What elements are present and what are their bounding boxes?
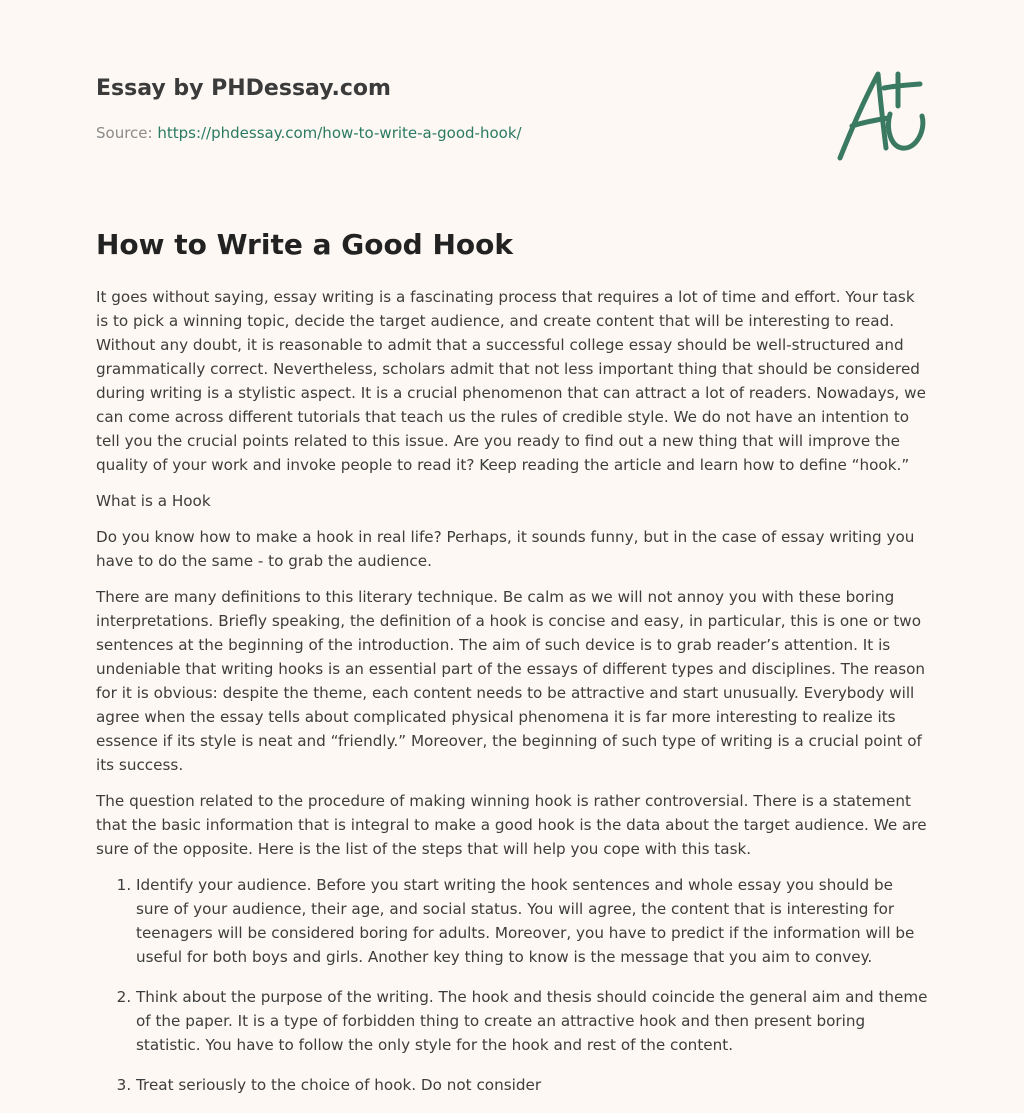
brand-title: Essay by PHDessay.com: [96, 76, 391, 101]
source-line: [96, 124, 522, 142]
body-paragraph: The question related to the procedure of making winning hook is rather controversial. There is a statement that the basic information that is integral to make a good hook is the data about the target audience. We are sure of the opposite. Here is the list of the steps that will help you cope with this task.: [96, 792, 927, 858]
article-body: [96, 285, 928, 1113]
steps-list: [96, 873, 928, 1097]
source-link[interactable]: https://phdessay.com/how-to-write-a-good-hook/: [157, 124, 522, 142]
body-paragraph: Do you know how to make a hook in real life? Perhaps, it sounds funny, but in the case of essay writing you have to do the same - to grab the audience.: [96, 528, 915, 570]
list-item: 1. Identify your audience. Before you start writing the hook sentences and whole essay you should be sure of your audience, their age, and social status. You will agree, the content that is interesting for teenagers will be considered boring for adults. Moreover, you have to predict if the information will be useful for both boys and girls. Another key thing to know is the message that you aim to convey.: [136, 873, 928, 969]
list-item: 2. Think about the purpose of the writing. The hook and thesis should coincide the general aim and theme of the paper. It is a type of forbidden thing to create an attractive hook and then present boring statistic. You have to follow the only style for the hook and rest of the content.: [136, 985, 928, 1057]
header: [96, 0, 928, 200]
intro-paragraph: It goes without saying, essay writing is a fascinating process that requires a lot of time and effort. Your task is to pick a winning topic, decide the target audience, and create content that will be interesting to read. Without any doubt, it is reasonable to admit that a successful college essay should be well-structured and grammatically correct. Nevertheless, scholars admit that not less important thing that should be considered during writing is a stylistic aspect. It is a crucial phenomenon that can attract a lot of readers. Nowadays, we can come across different tutorials that teach us the rules of credible style. We do not have an intention to tell you the crucial points related to this issue. Are you ready to find out a new thing that will improve the quality of your work and invoke people to read it? Keep reading the article and learn how to define “hook.”: [96, 288, 926, 474]
source-label: Source:: [96, 124, 158, 142]
section-heading: What is a Hook: [96, 492, 211, 510]
article-title: How to Write a Good Hook: [96, 228, 513, 261]
a-plus-logo-icon: [830, 66, 930, 166]
list-item: 3. Treat seriously to the choice of hook. Do not consider: [136, 1073, 928, 1097]
body-paragraph: There are many definitions to this literary technique. Be calm as we will not annoy you with these boring interpretations. Briefly speaking, the definition of a hook is concise and easy, in particular, this is one or two sentences at the beginning of the introduction. The aim of such device is to grab reader’s attention. It is undeniable that writing hooks is an essential part of the essays of different types and disciplines. The reason for it is obvious: despite the theme, each content needs to be attractive and start unusually. Everybody will agree when the essay tells about complicated physical phenomena it is far more interesting to realize its essence if its style is neat and “friendly.” Moreover, the beginning of such type of writing is a crucial point of its success.: [96, 588, 926, 774]
